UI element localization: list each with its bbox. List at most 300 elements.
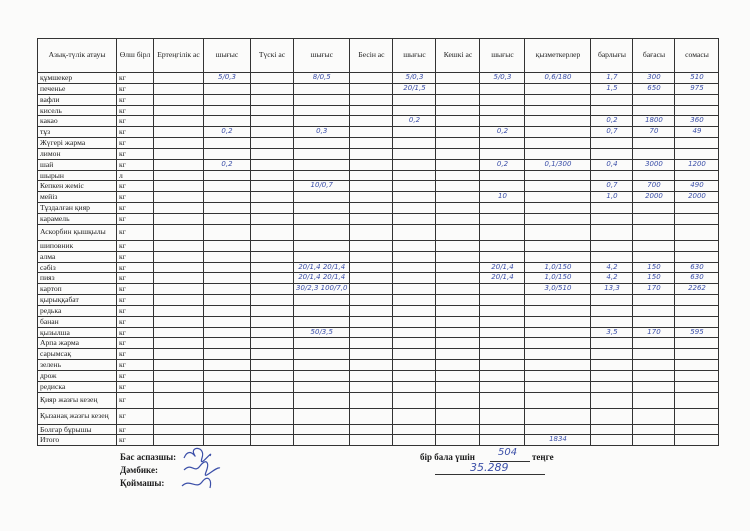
column-header: шығыс bbox=[204, 39, 251, 73]
unit-cell: кг bbox=[117, 105, 154, 116]
product-name: мейіз bbox=[38, 192, 117, 203]
value-cell bbox=[675, 203, 719, 214]
value-cell bbox=[480, 213, 525, 224]
value-cell bbox=[154, 203, 204, 214]
value-cell bbox=[350, 360, 393, 371]
value-cell bbox=[154, 170, 204, 181]
value-cell bbox=[480, 83, 525, 94]
column-header: шығыс bbox=[294, 39, 350, 73]
value-cell bbox=[154, 408, 204, 424]
table-row bbox=[38, 170, 719, 181]
value-cell bbox=[436, 392, 480, 408]
value-cell bbox=[204, 370, 251, 381]
value-cell bbox=[154, 181, 204, 192]
value-cell bbox=[436, 116, 480, 127]
value-cell bbox=[525, 240, 591, 251]
value-cell bbox=[294, 370, 350, 381]
value-cell bbox=[480, 338, 525, 349]
product-name: банан bbox=[38, 316, 117, 327]
product-name: редька bbox=[38, 305, 117, 316]
storekeeper-label: Қоймашы: bbox=[120, 478, 165, 488]
table-row bbox=[38, 408, 719, 424]
value-cell bbox=[393, 316, 436, 327]
value-cell bbox=[633, 295, 675, 306]
value-cell: 20/1,5 bbox=[393, 83, 436, 94]
value-cell bbox=[675, 105, 719, 116]
value-cell bbox=[436, 224, 480, 240]
value-cell: 5/0,3 bbox=[480, 73, 525, 84]
value-cell bbox=[204, 240, 251, 251]
value-cell bbox=[350, 116, 393, 127]
value-cell: 49 bbox=[675, 127, 719, 138]
value-cell bbox=[480, 327, 525, 338]
head-cook-label: Бас аспазшы: bbox=[120, 452, 177, 462]
value-cell bbox=[436, 94, 480, 105]
value-cell bbox=[204, 262, 251, 273]
value-cell bbox=[251, 83, 294, 94]
value-cell bbox=[436, 159, 480, 170]
value-cell bbox=[154, 295, 204, 306]
unit-cell: кг bbox=[117, 83, 154, 94]
value-cell bbox=[251, 203, 294, 214]
value-cell bbox=[393, 240, 436, 251]
unit-cell: кг bbox=[117, 327, 154, 338]
value-cell: 0,1/300 bbox=[525, 159, 591, 170]
value-cell bbox=[436, 408, 480, 424]
value-cell bbox=[251, 381, 294, 392]
value-cell bbox=[436, 338, 480, 349]
value-cell bbox=[633, 381, 675, 392]
dietitian-label: Дәмбике: bbox=[120, 465, 158, 475]
value-cell bbox=[675, 94, 719, 105]
value-cell bbox=[393, 262, 436, 273]
value-cell bbox=[675, 408, 719, 424]
column-header: Бесін ас bbox=[350, 39, 393, 73]
value-cell bbox=[204, 148, 251, 159]
column-header: Өлш бірл bbox=[117, 39, 154, 73]
value-cell bbox=[204, 295, 251, 306]
value-cell: 1800 bbox=[633, 116, 675, 127]
value-cell bbox=[525, 94, 591, 105]
value-cell bbox=[591, 408, 633, 424]
value-cell bbox=[350, 284, 393, 295]
value-cell bbox=[436, 381, 480, 392]
value-cell bbox=[480, 116, 525, 127]
unit-cell: кг bbox=[117, 305, 154, 316]
value-cell bbox=[591, 105, 633, 116]
value-cell bbox=[393, 213, 436, 224]
value-cell: 0,7 bbox=[591, 127, 633, 138]
value-cell bbox=[525, 338, 591, 349]
value-cell: 2000 bbox=[633, 192, 675, 203]
unit-cell: кг bbox=[117, 408, 154, 424]
value-cell bbox=[154, 224, 204, 240]
value-cell bbox=[251, 148, 294, 159]
value-cell bbox=[591, 138, 633, 149]
value-cell bbox=[251, 116, 294, 127]
value-cell bbox=[525, 316, 591, 327]
value-cell bbox=[154, 316, 204, 327]
product-name: дрож bbox=[38, 370, 117, 381]
unit-cell: кг bbox=[117, 192, 154, 203]
unit-cell: кг bbox=[117, 240, 154, 251]
table-row bbox=[38, 240, 719, 251]
value-cell bbox=[294, 295, 350, 306]
value-cell bbox=[633, 148, 675, 159]
product-name: Жүгері жарма bbox=[38, 138, 117, 149]
value-cell bbox=[633, 105, 675, 116]
value-cell bbox=[294, 203, 350, 214]
value-cell: 30/2,3 100/7,0 bbox=[294, 284, 350, 295]
value-cell bbox=[675, 138, 719, 149]
value-cell bbox=[350, 224, 393, 240]
value-cell bbox=[393, 105, 436, 116]
value-cell bbox=[436, 305, 480, 316]
value-cell bbox=[633, 305, 675, 316]
value-cell bbox=[154, 424, 204, 435]
value-cell: 0,4 bbox=[591, 159, 633, 170]
value-cell: 4,2 bbox=[591, 262, 633, 273]
value-cell bbox=[393, 127, 436, 138]
unit-cell: кг bbox=[117, 338, 154, 349]
value-cell bbox=[294, 305, 350, 316]
product-name: Кепкен жеміс bbox=[38, 181, 117, 192]
value-cell bbox=[294, 192, 350, 203]
value-cell: 3000 bbox=[633, 159, 675, 170]
value-cell: 4,2 bbox=[591, 273, 633, 284]
value-cell bbox=[154, 392, 204, 408]
value-cell: 0,2 bbox=[204, 159, 251, 170]
value-cell bbox=[436, 262, 480, 273]
value-cell bbox=[251, 435, 294, 446]
column-header: шығыс bbox=[393, 39, 436, 73]
value-cell bbox=[251, 127, 294, 138]
value-cell bbox=[251, 273, 294, 284]
table-row bbox=[38, 284, 719, 295]
value-cell bbox=[393, 170, 436, 181]
value-cell bbox=[591, 148, 633, 159]
value-cell bbox=[393, 392, 436, 408]
value-cell bbox=[591, 203, 633, 214]
value-cell bbox=[204, 203, 251, 214]
unit-cell: кг bbox=[117, 295, 154, 306]
value-cell bbox=[393, 435, 436, 446]
table-row bbox=[38, 83, 719, 94]
value-cell bbox=[393, 94, 436, 105]
table-row bbox=[38, 316, 719, 327]
table-row bbox=[38, 138, 719, 149]
table-row bbox=[38, 435, 719, 446]
value-cell bbox=[204, 305, 251, 316]
value-cell bbox=[525, 192, 591, 203]
value-cell bbox=[480, 181, 525, 192]
value-cell bbox=[350, 305, 393, 316]
value-cell bbox=[154, 105, 204, 116]
value-cell bbox=[154, 338, 204, 349]
unit-cell: кг bbox=[117, 138, 154, 149]
value-cell bbox=[350, 381, 393, 392]
table-row bbox=[38, 273, 719, 284]
product-name: Қызанақ жазғы кезең bbox=[38, 408, 117, 424]
value-cell bbox=[204, 83, 251, 94]
value-cell bbox=[294, 408, 350, 424]
header-row bbox=[38, 39, 719, 73]
unit-cell: кг bbox=[117, 251, 154, 262]
value-cell: 2262 bbox=[675, 284, 719, 295]
value-cell bbox=[350, 435, 393, 446]
total-value: 35.289 bbox=[470, 461, 509, 474]
value-cell bbox=[393, 349, 436, 360]
unit-cell: кг bbox=[117, 213, 154, 224]
value-cell bbox=[251, 138, 294, 149]
value-cell bbox=[204, 284, 251, 295]
value-cell: 70 bbox=[633, 127, 675, 138]
product-name: вафли bbox=[38, 94, 117, 105]
unit-cell: кг bbox=[117, 203, 154, 214]
value-cell bbox=[675, 240, 719, 251]
value-cell bbox=[525, 327, 591, 338]
value-cell bbox=[675, 213, 719, 224]
table-row bbox=[38, 305, 719, 316]
value-cell: 975 bbox=[675, 83, 719, 94]
unit-cell: кг bbox=[117, 181, 154, 192]
value-cell bbox=[294, 316, 350, 327]
value-cell bbox=[154, 370, 204, 381]
product-name: редиска bbox=[38, 381, 117, 392]
value-cell bbox=[204, 181, 251, 192]
value-cell bbox=[480, 94, 525, 105]
value-cell bbox=[204, 192, 251, 203]
value-cell bbox=[350, 251, 393, 262]
value-cell bbox=[525, 116, 591, 127]
value-cell bbox=[251, 73, 294, 84]
value-cell bbox=[154, 381, 204, 392]
value-cell: 1,0 bbox=[591, 192, 633, 203]
table-row bbox=[38, 327, 719, 338]
value-cell bbox=[350, 181, 393, 192]
value-cell: 360 bbox=[675, 116, 719, 127]
value-cell bbox=[204, 105, 251, 116]
value-cell bbox=[675, 305, 719, 316]
value-cell bbox=[251, 295, 294, 306]
value-cell bbox=[204, 94, 251, 105]
product-name: печенье bbox=[38, 83, 117, 94]
table-row bbox=[38, 295, 719, 306]
value-cell bbox=[525, 392, 591, 408]
unit-cell: кг bbox=[117, 316, 154, 327]
value-cell bbox=[204, 170, 251, 181]
table-row bbox=[38, 213, 719, 224]
value-cell bbox=[294, 159, 350, 170]
value-cell bbox=[204, 424, 251, 435]
table-row bbox=[38, 370, 719, 381]
table-row bbox=[38, 127, 719, 138]
value-cell bbox=[436, 203, 480, 214]
table-row bbox=[38, 360, 719, 371]
value-cell bbox=[204, 138, 251, 149]
value-cell bbox=[204, 251, 251, 262]
value-cell: 0,2 bbox=[480, 159, 525, 170]
value-cell bbox=[436, 349, 480, 360]
value-cell: 3,0/510 bbox=[525, 284, 591, 295]
value-cell bbox=[591, 224, 633, 240]
value-cell: 0,2 bbox=[591, 116, 633, 127]
product-name: зелень bbox=[38, 360, 117, 371]
value-cell bbox=[251, 192, 294, 203]
value-cell bbox=[591, 435, 633, 446]
value-cell: 20/1,4 bbox=[480, 273, 525, 284]
value-cell bbox=[294, 170, 350, 181]
value-cell bbox=[436, 360, 480, 371]
value-cell bbox=[675, 381, 719, 392]
value-cell: 630 bbox=[675, 262, 719, 273]
unit-cell: кг bbox=[117, 116, 154, 127]
value-cell bbox=[154, 94, 204, 105]
value-cell bbox=[675, 360, 719, 371]
unit-cell: кг bbox=[117, 127, 154, 138]
value-cell bbox=[204, 316, 251, 327]
value-cell bbox=[154, 138, 204, 149]
table-row bbox=[38, 251, 719, 262]
value-cell bbox=[350, 408, 393, 424]
table-body bbox=[38, 73, 719, 446]
table-row bbox=[38, 94, 719, 105]
value-cell bbox=[350, 203, 393, 214]
value-cell bbox=[154, 360, 204, 371]
value-cell bbox=[525, 360, 591, 371]
value-cell bbox=[480, 381, 525, 392]
value-cell bbox=[480, 392, 525, 408]
value-cell bbox=[251, 338, 294, 349]
value-cell bbox=[480, 138, 525, 149]
value-cell bbox=[480, 105, 525, 116]
value-cell bbox=[350, 370, 393, 381]
value-cell bbox=[251, 424, 294, 435]
unit-cell: кг bbox=[117, 262, 154, 273]
value-cell bbox=[480, 305, 525, 316]
value-cell: 490 bbox=[675, 181, 719, 192]
value-cell bbox=[251, 181, 294, 192]
value-cell bbox=[525, 148, 591, 159]
value-cell bbox=[294, 349, 350, 360]
value-cell bbox=[675, 148, 719, 159]
value-cell bbox=[480, 435, 525, 446]
value-cell bbox=[525, 349, 591, 360]
value-cell bbox=[251, 94, 294, 105]
column-header: Азық-түлік атауы bbox=[38, 39, 117, 73]
value-cell bbox=[251, 240, 294, 251]
value-cell bbox=[350, 240, 393, 251]
value-cell bbox=[480, 408, 525, 424]
value-cell bbox=[294, 83, 350, 94]
value-cell bbox=[154, 284, 204, 295]
value-cell bbox=[350, 295, 393, 306]
value-cell bbox=[204, 116, 251, 127]
value-cell bbox=[204, 224, 251, 240]
value-cell bbox=[393, 138, 436, 149]
unit-cell: кг bbox=[117, 94, 154, 105]
value-cell bbox=[525, 138, 591, 149]
value-cell: 20/1,4 20/1,4 bbox=[294, 273, 350, 284]
table-row bbox=[38, 116, 719, 127]
value-cell bbox=[251, 316, 294, 327]
signatures-image bbox=[180, 440, 240, 500]
value-cell bbox=[436, 192, 480, 203]
value-cell bbox=[436, 327, 480, 338]
value-cell bbox=[154, 192, 204, 203]
product-name: сарымсақ bbox=[38, 349, 117, 360]
value-cell: 650 bbox=[633, 83, 675, 94]
value-cell bbox=[525, 203, 591, 214]
value-cell bbox=[294, 392, 350, 408]
value-cell bbox=[204, 408, 251, 424]
value-cell bbox=[393, 148, 436, 159]
value-cell bbox=[350, 392, 393, 408]
value-cell: 8/0,5 bbox=[294, 73, 350, 84]
value-cell bbox=[350, 105, 393, 116]
value-cell bbox=[436, 273, 480, 284]
value-cell bbox=[154, 159, 204, 170]
value-cell bbox=[525, 381, 591, 392]
value-cell bbox=[436, 127, 480, 138]
value-cell bbox=[591, 94, 633, 105]
value-cell bbox=[591, 370, 633, 381]
value-cell bbox=[294, 105, 350, 116]
value-cell bbox=[251, 213, 294, 224]
table-row bbox=[38, 392, 719, 408]
value-cell bbox=[675, 295, 719, 306]
per-child-value: 504 bbox=[498, 447, 518, 458]
value-cell bbox=[675, 424, 719, 435]
value-cell: 5/0,3 bbox=[393, 73, 436, 84]
value-cell bbox=[525, 224, 591, 240]
value-cell bbox=[393, 381, 436, 392]
product-name: Аскорбин қышқылы bbox=[38, 224, 117, 240]
unit-cell: кг bbox=[117, 381, 154, 392]
value-cell bbox=[675, 338, 719, 349]
unit-cell: кг bbox=[117, 273, 154, 284]
value-cell bbox=[436, 83, 480, 94]
unit-cell: кг bbox=[117, 73, 154, 84]
table-row bbox=[38, 105, 719, 116]
value-cell bbox=[525, 170, 591, 181]
value-cell bbox=[633, 251, 675, 262]
value-cell bbox=[251, 392, 294, 408]
value-cell bbox=[294, 424, 350, 435]
value-cell bbox=[591, 349, 633, 360]
value-cell bbox=[350, 127, 393, 138]
value-cell: 2000 bbox=[675, 192, 719, 203]
value-cell bbox=[525, 127, 591, 138]
value-cell bbox=[480, 316, 525, 327]
value-cell bbox=[204, 392, 251, 408]
product-name: шай bbox=[38, 159, 117, 170]
product-name: картоп bbox=[38, 284, 117, 295]
value-cell: 20/1,4 20/1,4 bbox=[294, 262, 350, 273]
value-cell bbox=[154, 262, 204, 273]
product-name: шырын bbox=[38, 170, 117, 181]
value-cell bbox=[480, 349, 525, 360]
value-cell bbox=[251, 327, 294, 338]
unit-cell: кг bbox=[117, 224, 154, 240]
value-cell bbox=[350, 349, 393, 360]
value-cell bbox=[633, 316, 675, 327]
value-cell bbox=[393, 284, 436, 295]
value-cell bbox=[633, 408, 675, 424]
product-name: карамель bbox=[38, 213, 117, 224]
unit-cell: кг bbox=[117, 360, 154, 371]
value-cell bbox=[436, 105, 480, 116]
